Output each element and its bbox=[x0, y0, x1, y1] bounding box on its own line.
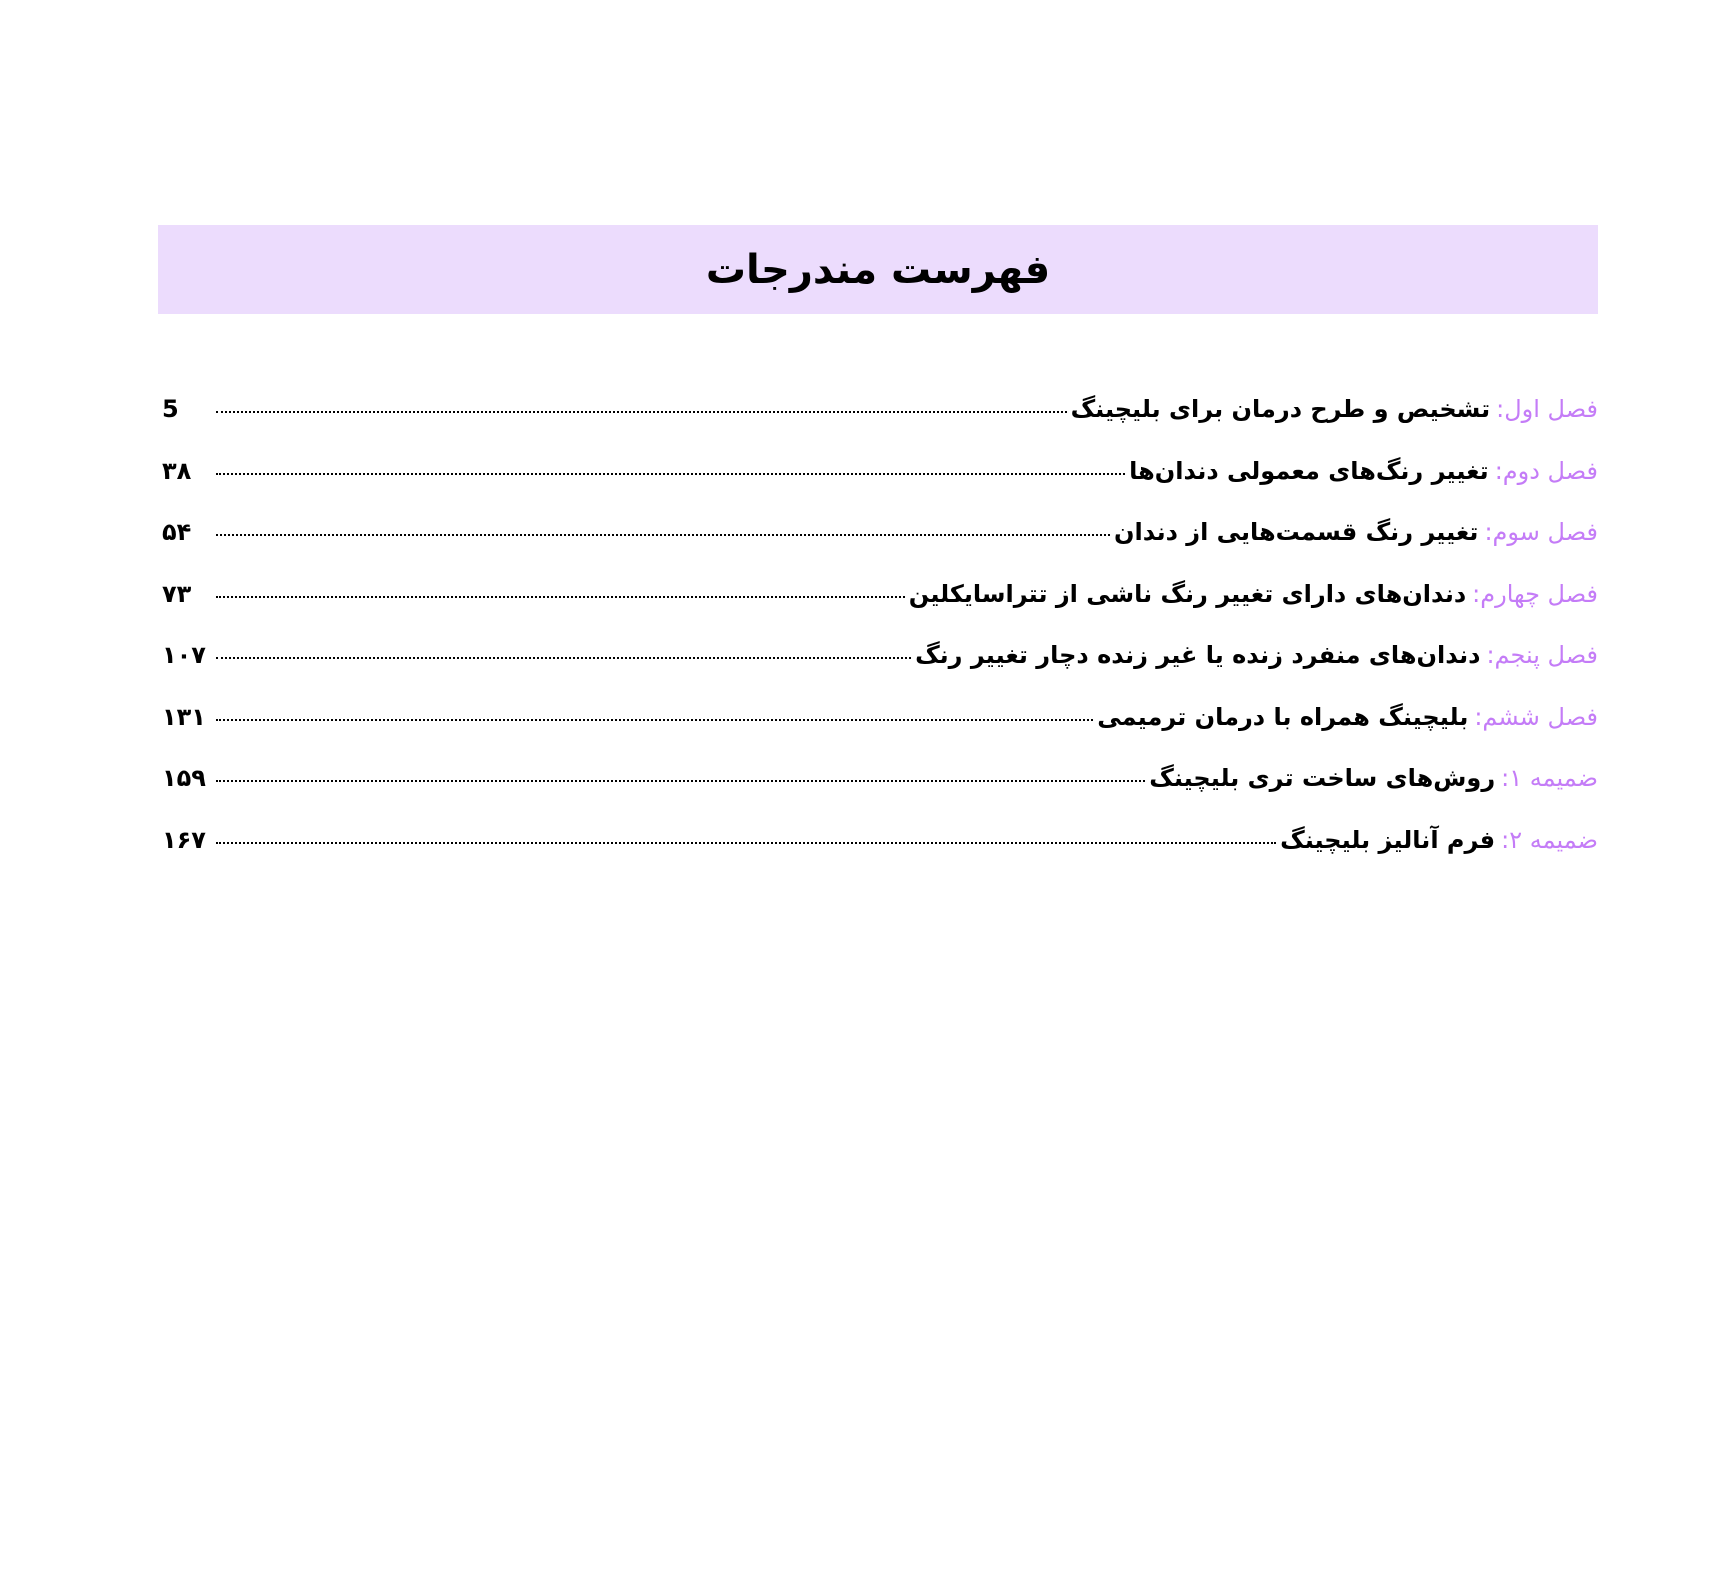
toc-entry-page-number: ۱۰۷ bbox=[162, 641, 206, 669]
toc-dot-leader bbox=[216, 719, 1093, 721]
toc-entry-page-number: ۱۵۹ bbox=[162, 764, 206, 792]
toc-dot-leader bbox=[216, 780, 1145, 782]
toc-dot-leader bbox=[216, 657, 911, 659]
toc-entry-title: دندان‌های دارای تغییر رنگ ناشی از تتراسایکلین bbox=[908, 579, 1467, 608]
toc-entry-label: فصل ششم: bbox=[1474, 702, 1598, 731]
toc-entry-label: فصل پنجم: bbox=[1486, 641, 1598, 669]
toc-entry-page-number: ۳۸ bbox=[162, 456, 192, 485]
toc-dot-leader bbox=[216, 596, 905, 598]
toc-entry-title: فرم آنالیز بلیچینگ bbox=[1280, 825, 1496, 854]
toc-entry-page-number: ۱۳۱ bbox=[162, 702, 206, 731]
toc-entry-chapter-4[interactable] bbox=[162, 580, 1598, 642]
toc-entry-label: فصل اول: bbox=[1496, 395, 1598, 423]
toc-entry-chapter-3[interactable] bbox=[162, 518, 1598, 580]
toc-entry-title: تشخیص و طرح درمان برای بلیچینگ bbox=[1070, 395, 1491, 423]
toc-dot-leader bbox=[216, 842, 1276, 844]
toc-dot-leader bbox=[216, 534, 1110, 536]
toc-entry-appendix-2[interactable] bbox=[162, 826, 1598, 888]
toc-entry-page-number: 5 bbox=[162, 395, 179, 423]
toc-entry-label: فصل سوم: bbox=[1484, 518, 1598, 546]
toc-entry-chapter-1[interactable] bbox=[162, 395, 1598, 457]
toc-dot-leader bbox=[216, 473, 1125, 475]
toc-entry-title: بلیچینگ همراه با درمان ترمیمی bbox=[1097, 702, 1469, 731]
title-bar bbox=[158, 225, 1598, 314]
toc-entry-page-number: ۱۶۷ bbox=[162, 825, 206, 854]
table-of-contents bbox=[162, 395, 1598, 887]
toc-entry-chapter-2[interactable] bbox=[162, 457, 1598, 519]
toc-entry-chapter-5[interactable] bbox=[162, 641, 1598, 703]
toc-entry-title: تغییر رنگ قسمت‌هایی از دندان bbox=[1114, 518, 1479, 546]
toc-entry-page-number: ۷۳ bbox=[162, 579, 192, 608]
toc-dot-leader bbox=[216, 411, 1067, 413]
toc-entry-title: تغییر رنگ‌های معمولی دندان‌ها bbox=[1129, 456, 1489, 485]
toc-entry-title: روش‌های ساخت تری بلیچینگ bbox=[1149, 764, 1496, 792]
toc-entry-label: فصل چهارم: bbox=[1472, 579, 1598, 608]
page-title: فهرست مندرجات bbox=[705, 246, 1051, 293]
toc-entry-page-number: ۵۴ bbox=[162, 518, 192, 546]
toc-entry-title: دندان‌های منفرد زنده یا غیر زنده دچار تغییر رنگ bbox=[915, 641, 1481, 669]
toc-entry-chapter-6[interactable] bbox=[162, 703, 1598, 765]
toc-entry-label: فصل دوم: bbox=[1494, 456, 1598, 485]
toc-entry-appendix-1[interactable] bbox=[162, 764, 1598, 826]
toc-entry-label: ضمیمه ۲: bbox=[1501, 825, 1598, 854]
toc-entry-label: ضمیمه ۱: bbox=[1501, 764, 1598, 792]
